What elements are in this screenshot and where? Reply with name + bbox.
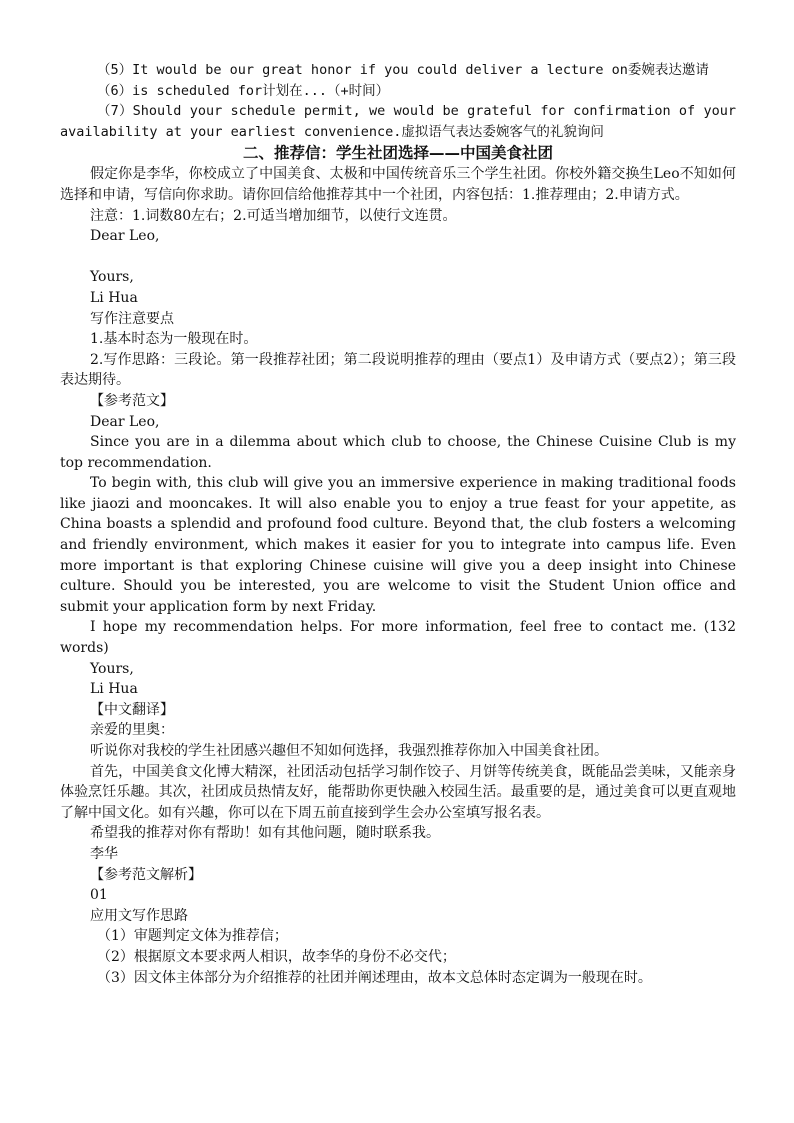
sample-salutation: Dear Leo, [90,413,160,430]
sample-paragraph-1: Since you are in a dilemma about which club to choose, the Chinese Cuisine Club is my top recommendation. [60,434,736,471]
analysis-subheading: 应用文写作思路 [90,907,188,924]
sample-signature: Li Hua [90,681,138,698]
sample-paragraph-3: I hope my recommendation helps. For more information, feel free to contact me. (132 words) [60,619,736,657]
section-title: 二、推荐信：学生社团选择——中国美食社团 [242,144,553,163]
analysis-item-1: （1）审题判定文体为推荐信； [97,928,288,945]
translation-paragraph-3: 希望我的推荐对你有帮助！如有其他问题，随时联系我。 [90,825,440,842]
sample-closing: Yours, [90,660,134,677]
prev-item-5: （5）It would be our great honor if you could deliver a lecture on委婉表达邀请 [97,62,709,78]
template-closing: Yours, [90,269,134,286]
analysis-heading: 【参考范文解析】 [90,866,202,883]
prev-item-7: （7）Should your schedule permit, we would be grateful for confirmation of your availability at your earliest convenience.虚拟语气表达委婉客气的礼貌询问 [60,103,736,140]
template-salutation: Dear Leo, [90,228,160,245]
analysis-item-2: （2）根据原文本要求两人相识，故李华的身份不必交代； [97,948,456,965]
prompt-paragraph: 假定你是李华，你校成立了中国美食、太极和中国传统音乐三个学生社团。你校外籍交换生Leo不知如何选择和申请，写信向你求助。请你回信给他推荐其中一个社团，内容包括：1.推荐理由；2.申请方式。 [60,166,736,203]
writing-points-heading: 写作注意要点 [90,310,174,327]
translation-paragraph-2: 首先，中国美食文化博大精深，社团活动包括学习制作饺子、月饼等传统美食，既能品尝美味，又能亲身体验烹饪乐趣。其次，社团成员热情友好，能帮助你更快融入校园生活。最重要的是，通过美食可以更直观地了解中国文化。如有兴趣，你可以在下周五前直接到学生会办公室填写报名表。 [60,763,736,821]
translation-signature: 李华 [90,845,118,862]
prev-item-6: （6）is scheduled for计划在...（+时间） [97,82,390,99]
sample-paragraph-2: To begin with, this club will give you an immersive experience in making traditional foods like jiaozi and mooncakes. It will also enable you to enjoy a true feast for your appetite, as China boasts a splendid and profound food culture. Beyond that, the club fosters a welcoming and friendly environment, which makes it easier for you to integrate into campus life. Even more important is that exploring Chinese cuisine will give you a deep insight into Chinese culture. Should you be interested, you are welcome to visit the Student Union office and submit your application form by next Friday. [60,475,736,615]
analysis-item-3: （3）因文体主体部分为介绍推荐的社团并阐述理由，故本文总体时态定调为一般现在时。 [97,969,652,986]
document-page [60,60,736,988]
blank-line [60,247,736,268]
notice-line: 注意：1.词数80左右；2.可适当增加细节，以使行文连贯。 [90,207,457,224]
translation-salutation: 亲爱的里奥： [90,722,174,739]
sample-heading: 【参考范文】 [90,392,174,409]
writing-point-2: 2.写作思路：三段论。第一段推荐社团；第二段说明推荐的理由（要点1）及申请方式（要点2）；第三段表达期待。 [60,351,736,389]
translation-paragraph-1: 听说你对我校的学生社团感兴趣但不知如何选择，我强烈推荐你加入中国美食社团。 [90,743,608,759]
writing-point-1: 1.基本时态为一般现在时。 [90,331,258,348]
analysis-number: 01 [90,887,108,904]
template-signature: Li Hua [90,289,138,306]
translation-heading: 【中文翻译】 [90,701,174,718]
